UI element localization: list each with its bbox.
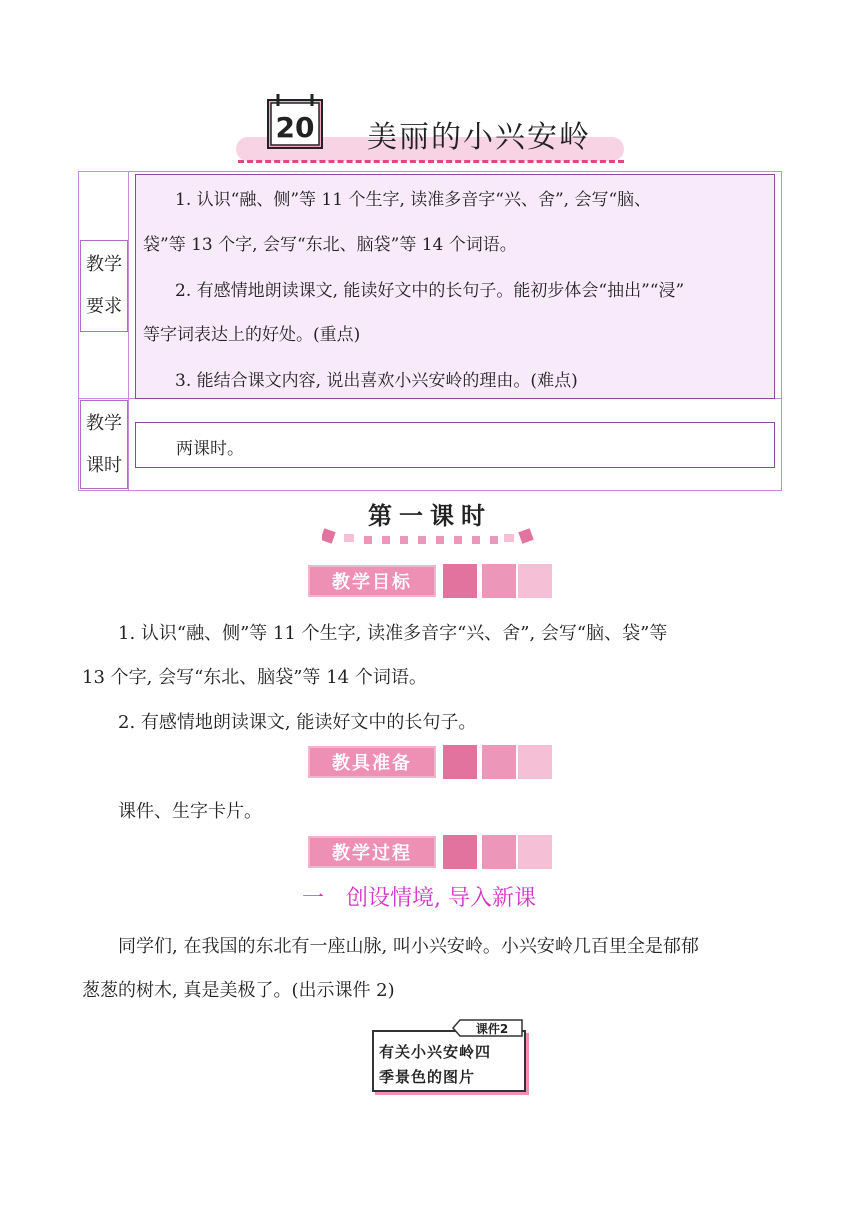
svg-text:课件2: 课件2 <box>475 1022 509 1036</box>
tag-teaching-tools: 教具准备 <box>308 746 436 778</box>
goal-line: 1. 认识“融、侧”等 11 个生字, 读准多音字“兴、舍”, 会写“脑、袋”等 <box>118 623 668 644</box>
tag-teaching-goals: 教学目标 <box>308 565 436 597</box>
courseware-tab <box>452 1019 524 1037</box>
tag-decoration <box>482 564 516 598</box>
tag-decoration <box>482 835 516 869</box>
requirement-line: 1. 认识“融、侧”等 11 个生字, 读准多音字“兴、舍”, 会写“脑、 <box>175 190 652 210</box>
tools-text: 课件、生字卡片。 <box>118 801 262 822</box>
tag-teaching-process: 教学过程 <box>308 836 436 868</box>
title-underline <box>238 160 624 163</box>
step-paragraph-line: 葱葱的树木, 真是美极了。(出示课件 2) <box>82 980 395 1001</box>
tag-decoration <box>518 564 552 598</box>
section-title: 第一课时 <box>368 502 492 530</box>
step-paragraph-line: 同学们, 在我国的东北有一座山脉, 叫小兴安岭。小兴安岭几百里全是郁郁 <box>118 936 699 957</box>
section-decoration <box>322 528 534 548</box>
lesson-title: 美丽的小兴安岭 <box>367 120 591 155</box>
goal-line: 2. 有感情地朗读课文, 能读好文中的长句子。 <box>118 712 477 733</box>
requirement-line: 袋”等 13 个字, 会写“东北、脑袋”等 14 个词语。 <box>143 235 517 255</box>
requirement-line: 2. 有感情地朗读课文, 能读好文中的长句子。能初步体会“抽出”“浸” <box>175 281 685 301</box>
label-teaching-requirements: 教学 要求 <box>80 240 128 332</box>
step-heading: 一 创设情境, 导入新课 <box>302 886 536 911</box>
tag-decoration <box>443 745 477 779</box>
tag-decoration <box>443 564 477 598</box>
requirement-line: 等字词表达上的好处。(重点) <box>143 325 361 345</box>
tag-decoration <box>482 745 516 779</box>
table-divider <box>128 171 129 491</box>
courseware-text: 有关小兴安岭四 季景色的图片 <box>379 1043 492 1086</box>
tag-decoration <box>518 745 552 779</box>
label-class-hours: 教学 课时 <box>80 400 128 489</box>
tag-decoration <box>443 835 477 869</box>
calendar-icon <box>266 92 326 150</box>
lesson-number: 20 <box>275 111 315 144</box>
requirement-line: 3. 能结合课文内容, 说出喜欢小兴安岭的理由。(难点) <box>175 371 578 391</box>
goal-line: 13 个字, 会写“东北、脑袋”等 14 个词语。 <box>82 667 427 688</box>
tag-decoration <box>518 835 552 869</box>
class-hours-text: 两课时。 <box>176 439 244 459</box>
